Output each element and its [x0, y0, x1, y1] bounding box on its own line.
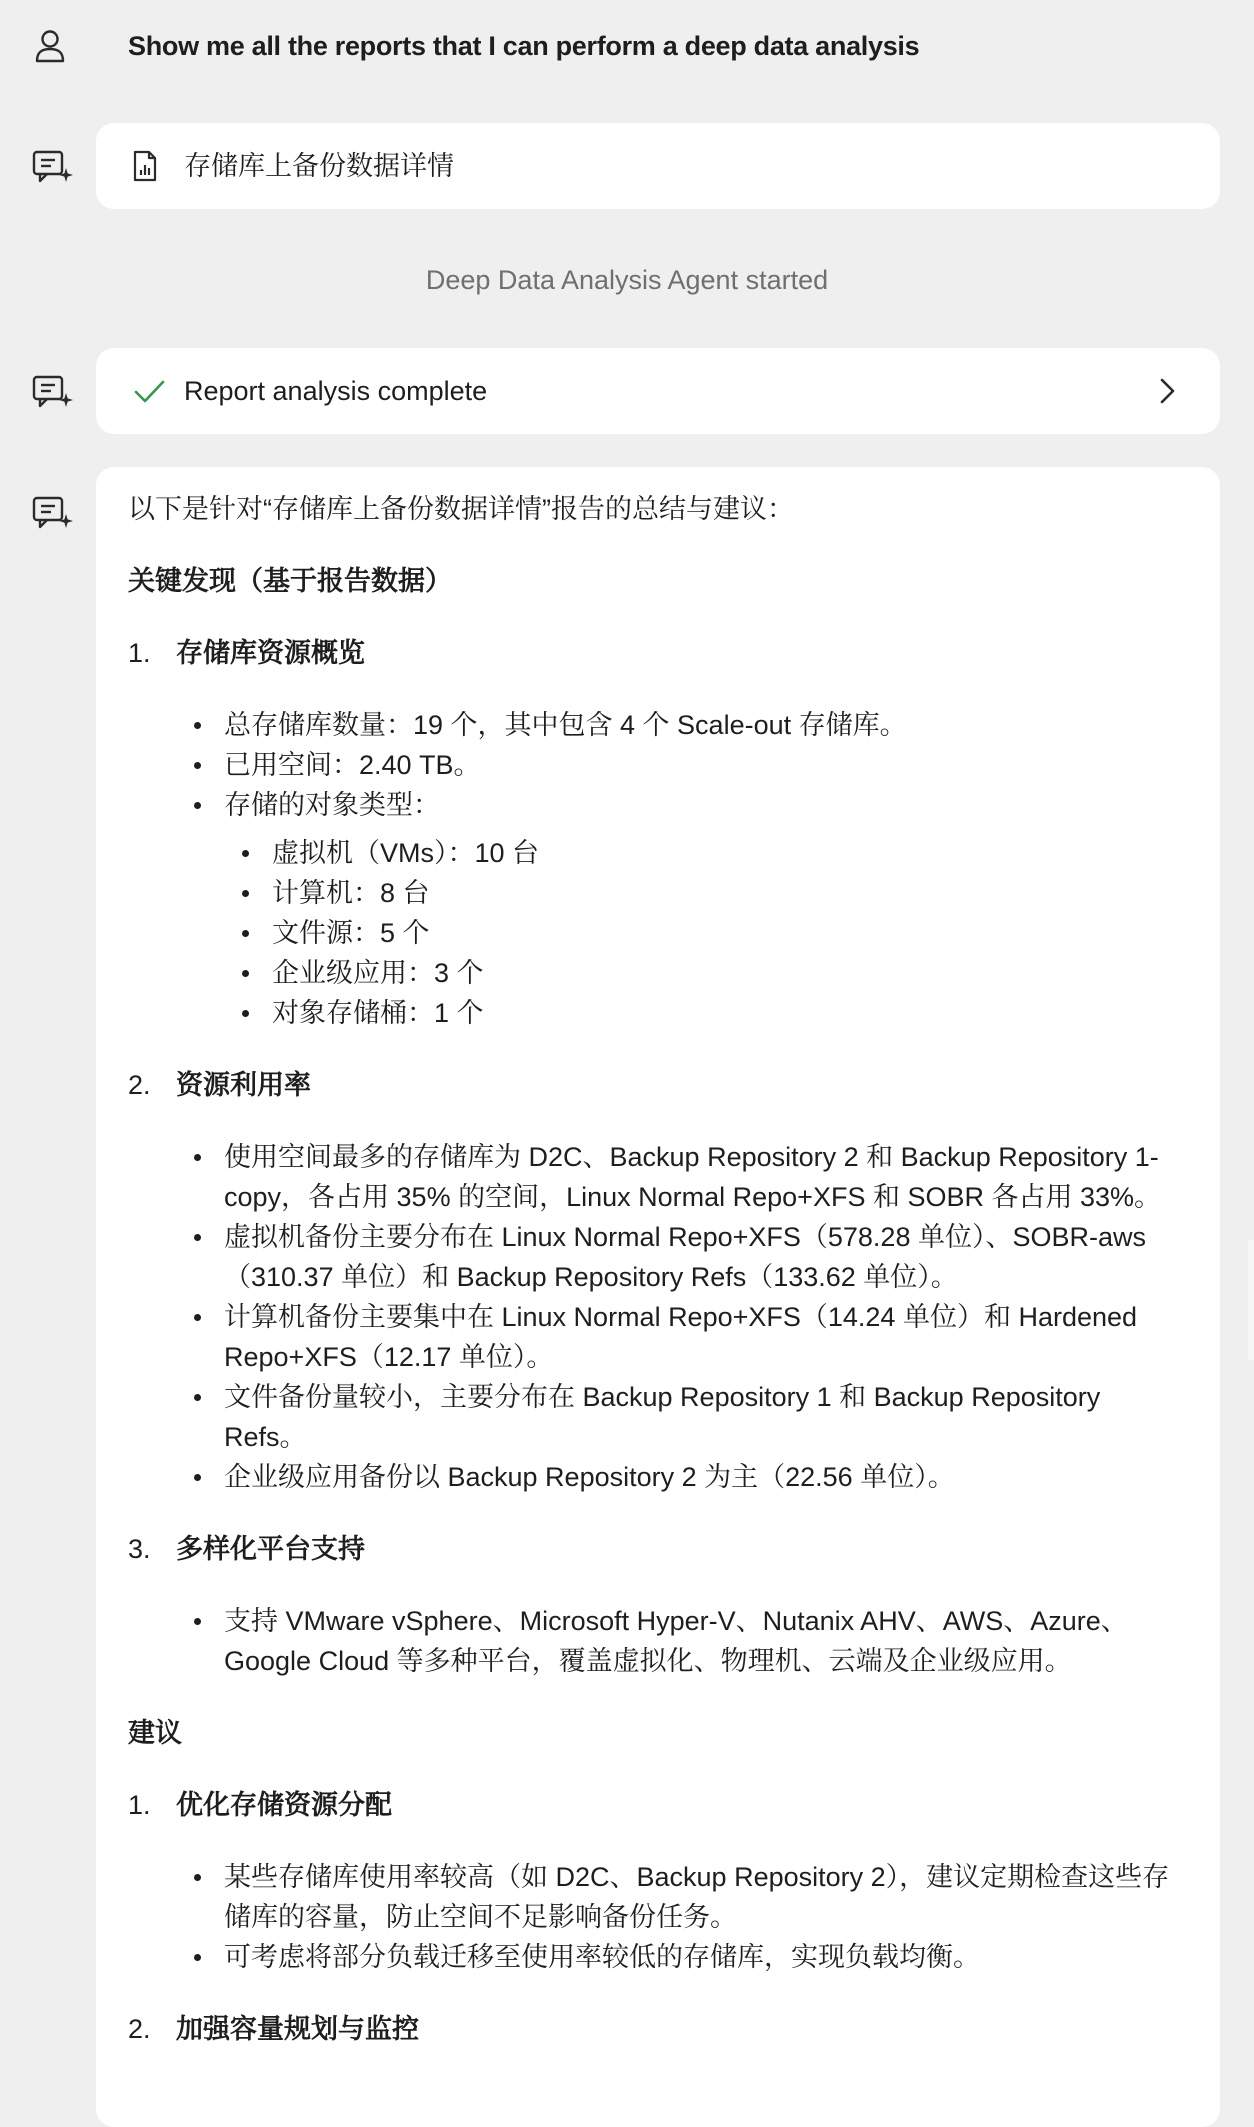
analysis-complete-card[interactable] — [96, 348, 1220, 434]
assistant-answer-card — [96, 467, 1220, 2127]
list-item — [224, 785, 1188, 1033]
list-number: 2. — [128, 2014, 151, 2044]
list-item: 某些存储库使用率较高（如 D2C、Backup Repository 2），建议定期检查这些存储库的容量，防止空间不足影响备份任务。 — [224, 1857, 1188, 1937]
suggestion-heading — [128, 1785, 1188, 1825]
sub-list-item: 企业级应用：3 个 — [272, 953, 1188, 993]
scrollbar-track[interactable] — [1248, 1240, 1254, 1360]
finding-title: 资源利用率 — [176, 1070, 311, 1100]
ai-assistant-icon — [30, 369, 74, 413]
list-item: 文件备份量较小，主要分布在 Backup Repository 1 和 Backup Repository Refs。 — [224, 1377, 1188, 1457]
report-title: 存储库上备份数据详情 — [184, 151, 454, 181]
report-file-card[interactable] — [96, 123, 1220, 209]
finding-bullets — [128, 1137, 1188, 1497]
ai-assistant-icon — [30, 490, 74, 534]
ai-assistant-icon — [30, 144, 74, 188]
check-icon — [132, 374, 166, 408]
finding-heading — [128, 1529, 1188, 1569]
user-message-row — [0, 26, 1254, 66]
analysis-complete-label: Report analysis complete — [184, 376, 488, 406]
finding-bullets — [128, 1601, 1188, 1681]
list-item: 可考虑将部分负载迁移至使用率较低的存储库，实现负载均衡。 — [224, 1937, 1188, 1977]
list-item-text: 存储的对象类型： — [224, 790, 440, 820]
findings-heading: 关键发现（基于报告数据） — [128, 566, 452, 596]
suggestion-heading — [128, 2009, 1188, 2049]
list-item: 企业级应用备份以 Backup Repository 2 为主（22.56 单位）。 — [224, 1457, 1188, 1497]
file-chart-icon — [132, 150, 158, 182]
list-number: 2. — [128, 1070, 151, 1100]
list-item: 已用空间：2.40 TB。 — [224, 745, 1188, 785]
sub-list-item: 文件源：5 个 — [272, 913, 1188, 953]
suggestion-title: 优化存储资源分配 — [176, 1790, 392, 1820]
finding-title: 多样化平台支持 — [176, 1534, 365, 1564]
list-item: 支持 VMware vSphere、Microsoft Hyper-V、Nutanix AHV、AWS、Azure、Google Cloud 等多种平台，覆盖虚拟化、物理机、云端及企业级应用。 — [224, 1601, 1188, 1681]
user-message-text: Show me all the reports that I can perform a deep data analysis — [128, 31, 920, 61]
list-item: 使用空间最多的存储库为 D2C、Backup Repository 2 和 Backup Repository 1-copy，各占用 35% 的空间，Linux Normal Repo+XFS 和 SOBR 各占用 33%。 — [224, 1137, 1188, 1217]
finding-heading — [128, 633, 1188, 673]
answer-intro: 以下是针对“存储库上备份数据详情”报告的总结与建议： — [128, 494, 794, 524]
list-number: 3. — [128, 1534, 151, 1564]
list-number: 1. — [128, 1790, 151, 1820]
list-number: 1. — [128, 638, 151, 668]
user-avatar-icon — [30, 26, 70, 66]
list-item: 总存储库数量：19 个，其中包含 4 个 Scale-out 存储库。 — [224, 705, 1188, 745]
suggestion-bullets — [128, 1857, 1188, 1977]
suggestion-title: 加强容量规划与监控 — [176, 2014, 419, 2044]
suggestions-heading: 建议 — [128, 1718, 182, 1748]
sub-bullets — [224, 833, 1188, 1033]
finding-title: 存储库资源概览 — [176, 638, 365, 668]
sub-list-item: 对象存储桶：1 个 — [272, 993, 1188, 1033]
agent-status-text: Deep Data Analysis Agent started — [425, 265, 829, 295]
sub-list-item: 计算机：8 台 — [272, 873, 1188, 913]
sub-list-item: 虚拟机（VMs）：10 台 — [272, 833, 1188, 873]
finding-heading — [128, 1065, 1188, 1105]
finding-bullets — [128, 705, 1188, 1033]
chevron-right-icon[interactable] — [1150, 374, 1184, 408]
list-item: 计算机备份主要集中在 Linux Normal Repo+XFS（14.24 单位）和 Hardened Repo+XFS（12.17 单位）。 — [224, 1297, 1188, 1377]
list-item: 虚拟机备份主要分布在 Linux Normal Repo+XFS（578.28 单位）、SOBR-aws（310.37 单位）和 Backup Repository Refs（133.62 单位）。 — [224, 1217, 1188, 1297]
